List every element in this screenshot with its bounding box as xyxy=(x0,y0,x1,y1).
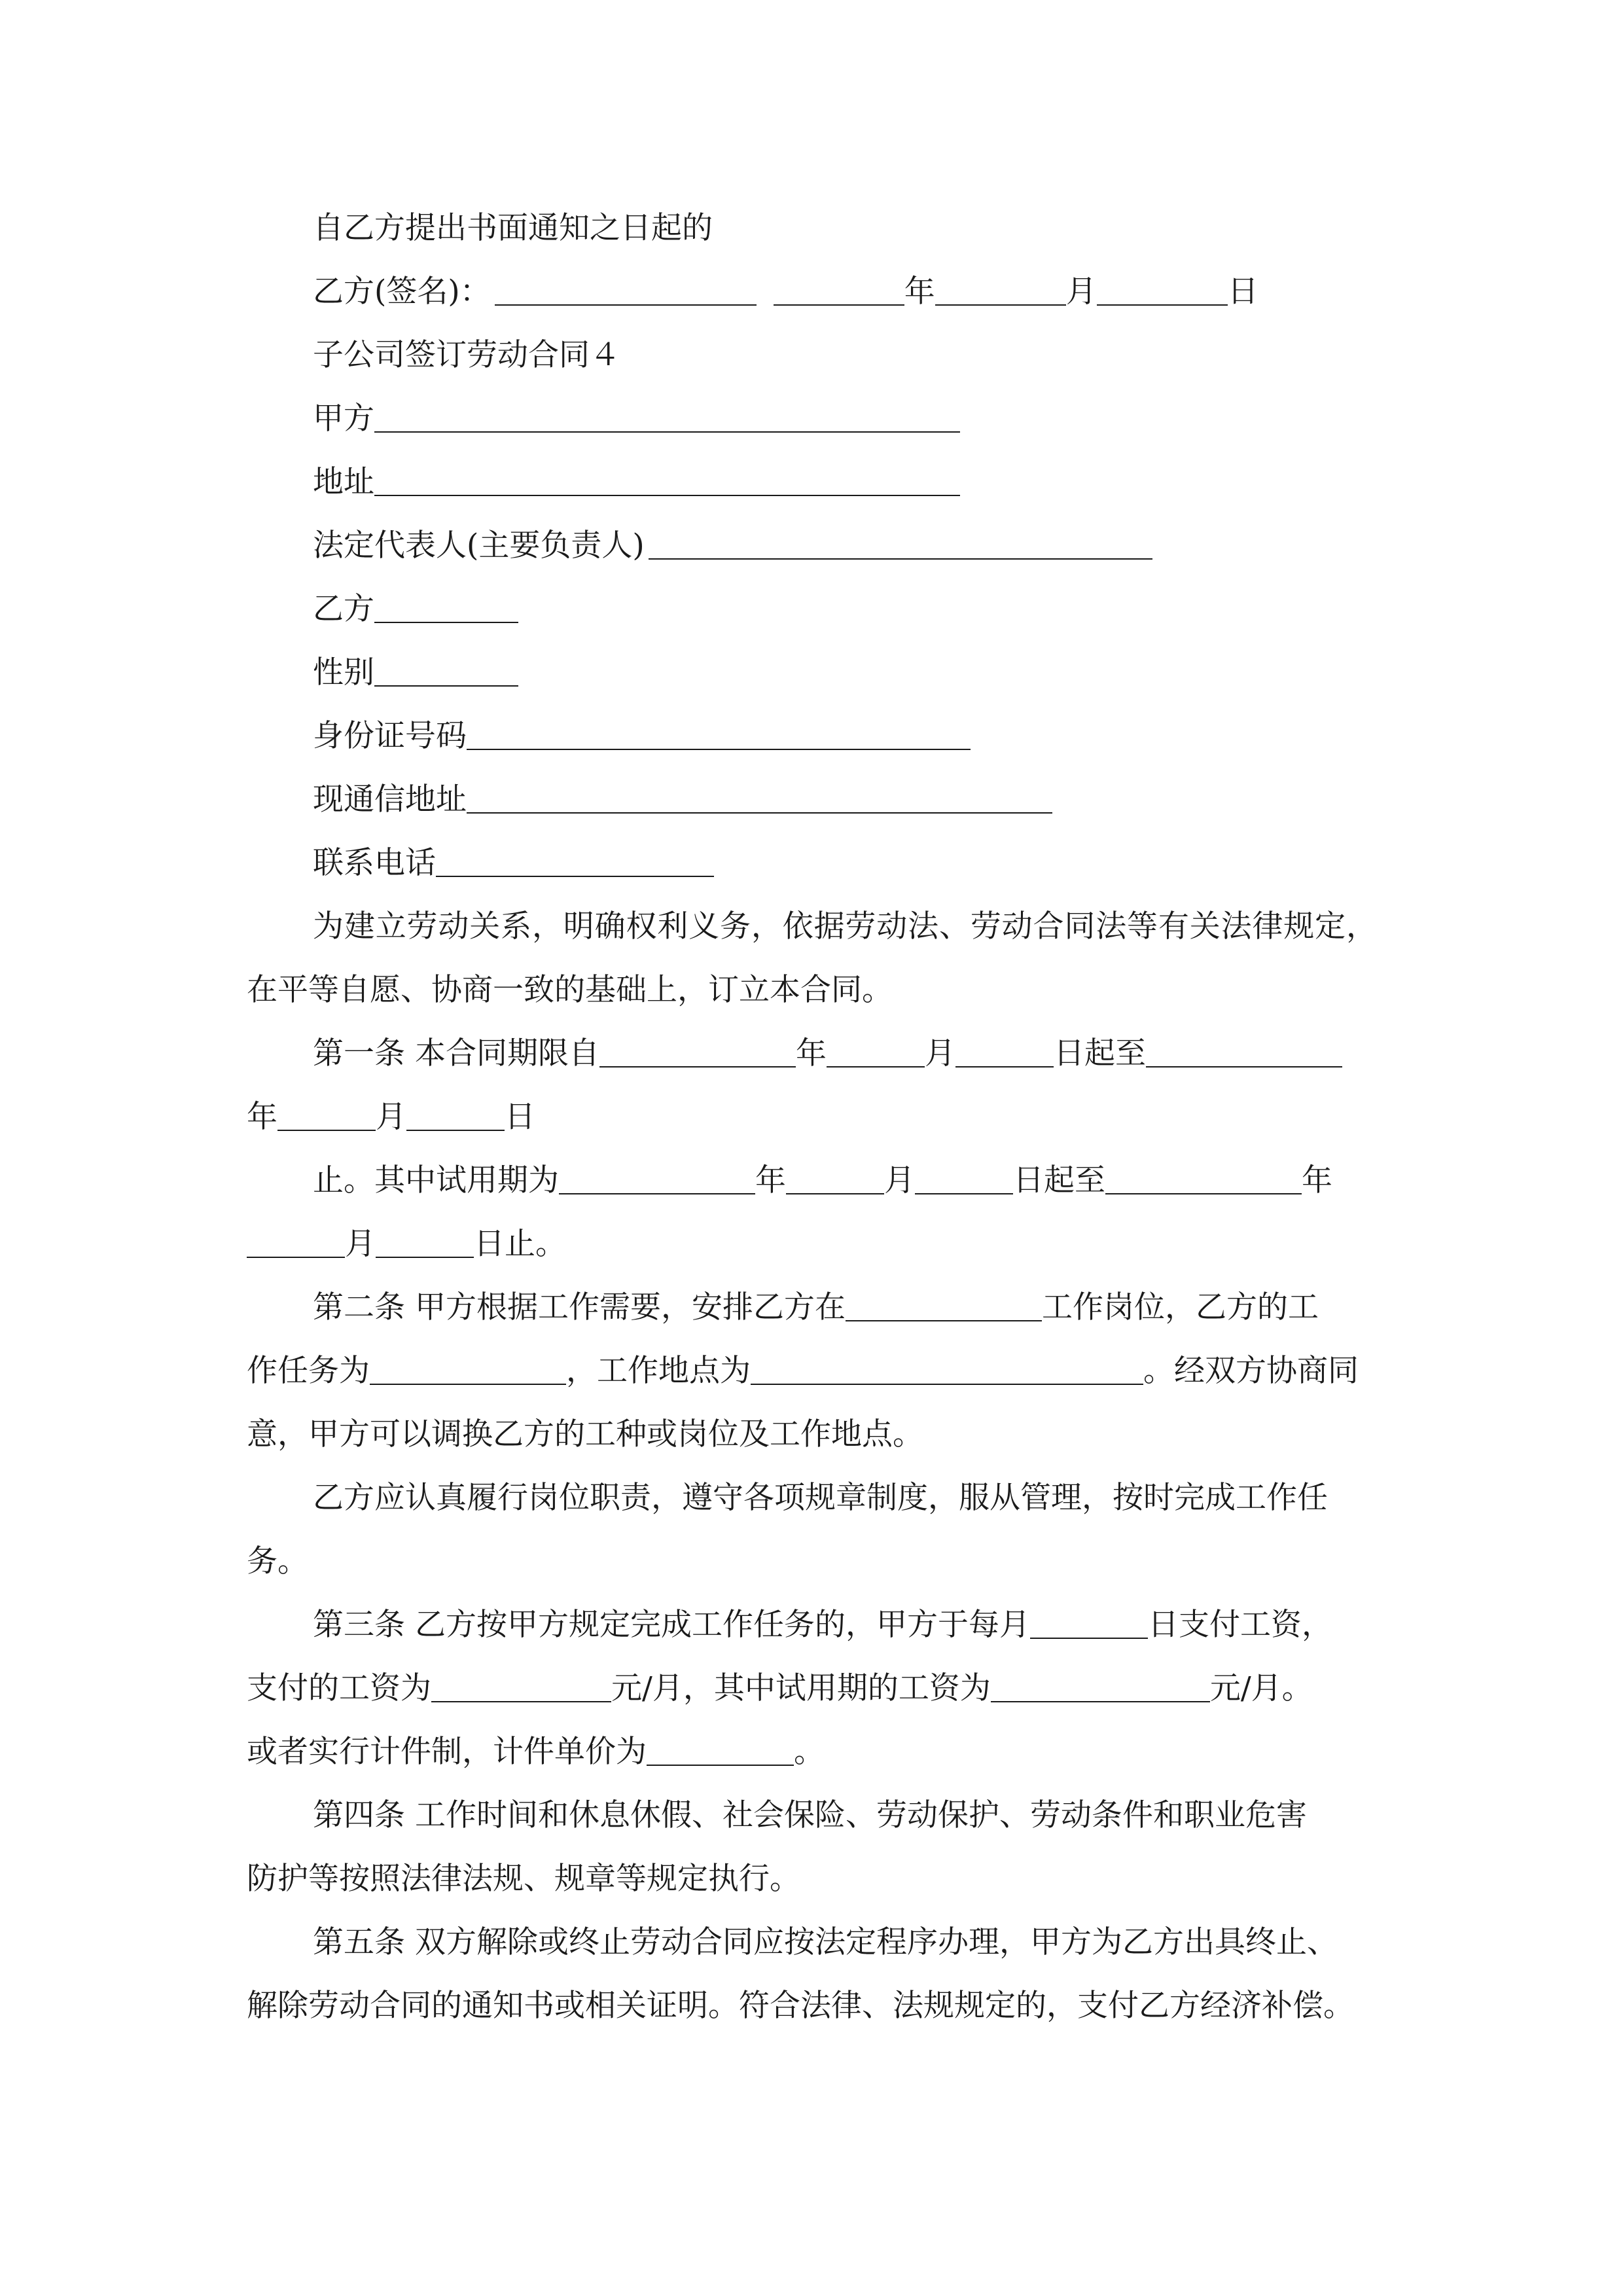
article-1-line xyxy=(313,1022,1342,1085)
text: 。 xyxy=(794,1734,825,1770)
text: 子公司签订劳动合同４ xyxy=(313,337,620,373)
field-line xyxy=(313,768,1052,831)
text: 解除劳动合同的通知书或相关证明。符合法律、法规规定的，支付乙方经济补偿。 xyxy=(247,1988,1354,2024)
text: 防护等按照法律法规、规章等规定执行。 xyxy=(247,1861,800,1897)
signature-line xyxy=(313,260,1258,323)
blank xyxy=(374,464,960,496)
article-2-line xyxy=(247,1403,923,1466)
paragraph-line xyxy=(247,895,1377,958)
text: 日支付工资， xyxy=(1147,1607,1332,1643)
blank xyxy=(1030,1607,1148,1639)
label: 地址 xyxy=(313,464,374,500)
article-1-line xyxy=(247,1085,535,1149)
blank xyxy=(915,1162,1013,1194)
blank xyxy=(935,274,1066,306)
text: 月 xyxy=(884,1162,915,1198)
text: 年 xyxy=(1302,1162,1332,1198)
blank xyxy=(559,1162,755,1194)
label: 日 xyxy=(1227,274,1258,310)
field-line xyxy=(313,641,518,704)
text: 作任务为 xyxy=(247,1353,370,1389)
article-3-line xyxy=(313,1593,1332,1657)
article-3-line xyxy=(247,1657,1313,1720)
label: 乙方 xyxy=(313,591,374,627)
text: 在平等自愿、协商一致的基础上，订立本合同。 xyxy=(247,972,893,1008)
text: 第三条 乙方按甲方规定完成工作任务的，甲方于每月 xyxy=(313,1607,1030,1643)
text: 第一条 本合同期限自 xyxy=(313,1035,599,1071)
text: 日起至 xyxy=(1053,1035,1146,1071)
blank xyxy=(247,1226,345,1258)
field-line xyxy=(313,704,971,768)
article-3-line xyxy=(247,1720,825,1784)
label: 年 xyxy=(904,274,935,310)
field-line xyxy=(313,450,960,514)
blank xyxy=(376,1226,474,1258)
field-line xyxy=(313,387,960,450)
text: 务。 xyxy=(247,1543,308,1579)
blank xyxy=(751,1353,1143,1385)
text: 为建立劳动关系，明确权利义务，依据劳动法、劳动合同法等有关法律规定， xyxy=(313,908,1377,944)
label: 现通信地址 xyxy=(313,781,467,817)
label: 月 xyxy=(1065,274,1097,310)
blank xyxy=(406,1099,505,1131)
text: 第二条 甲方根据工作需要，安排乙方在 xyxy=(313,1289,846,1325)
text: 月 xyxy=(924,1035,955,1071)
text: 年 xyxy=(795,1035,827,1071)
section-title xyxy=(313,323,620,387)
blank xyxy=(277,1099,376,1131)
label: 甲方 xyxy=(313,401,374,437)
blank xyxy=(1105,1162,1302,1194)
field-line xyxy=(313,831,714,895)
blank xyxy=(647,1734,794,1766)
text: 支付的工资为 xyxy=(247,1670,431,1706)
label: 法定代表人(主要负责人) xyxy=(313,528,645,564)
article-2-line xyxy=(313,1466,1328,1530)
text: 工作岗位，乙方的工 xyxy=(1041,1289,1319,1325)
article-2-line xyxy=(247,1339,1359,1403)
text: 日止。 xyxy=(474,1226,566,1262)
blank xyxy=(467,781,1052,814)
blank xyxy=(374,401,960,433)
blank xyxy=(374,591,518,623)
blank xyxy=(1146,1035,1342,1067)
text: 第五条 双方解除或终止劳动合同应按法定程序办理，甲方为乙方出具终止、 xyxy=(313,1924,1338,1960)
text: 元/月。 xyxy=(1209,1670,1313,1706)
text: 月 xyxy=(345,1226,376,1262)
label: 联系电话 xyxy=(313,845,436,881)
blank xyxy=(599,1035,796,1067)
blank xyxy=(1097,274,1228,306)
blank xyxy=(991,1670,1210,1702)
text: 自乙方提出书面通知之日起的 xyxy=(313,210,713,246)
text: 元/月，其中试用期的工资为 xyxy=(611,1670,991,1706)
blank xyxy=(955,1035,1054,1067)
article-2-line xyxy=(247,1530,308,1593)
text: 。经双方协商同 xyxy=(1143,1353,1359,1389)
article-5-line xyxy=(247,1974,1354,2037)
label: 性别 xyxy=(313,655,374,691)
blank xyxy=(370,1353,566,1385)
article-5-line xyxy=(313,1910,1338,1974)
text: 第四条 工作时间和休息休假、社会保险、劳动保护、劳动条件和职业危害 xyxy=(313,1797,1307,1833)
blank xyxy=(846,1289,1042,1321)
text: 日起至 xyxy=(1013,1162,1105,1198)
blank xyxy=(786,1162,884,1194)
label: 身份证号码 xyxy=(313,718,467,754)
blank xyxy=(827,1035,925,1067)
text: ，工作地点为 xyxy=(566,1353,751,1389)
blank xyxy=(649,528,1152,560)
text: 意，甲方可以调换乙方的工种或岗位及工作地点。 xyxy=(247,1416,923,1452)
text: 乙方应认真履行岗位职责，遵守各项规章制度，服从管理，按时完成工作任 xyxy=(313,1480,1328,1516)
text: 日 xyxy=(505,1099,535,1135)
article-1-line xyxy=(247,1212,566,1276)
field-line xyxy=(313,514,1152,577)
text: 月 xyxy=(376,1099,406,1135)
article-4-line xyxy=(313,1784,1307,1847)
text-line xyxy=(313,196,713,260)
paragraph-line xyxy=(247,958,893,1022)
blank xyxy=(374,655,518,687)
text: 或者实行计件制，计件单价为 xyxy=(247,1734,647,1770)
article-2-line xyxy=(313,1276,1319,1339)
blank xyxy=(436,845,714,877)
text: 年 xyxy=(755,1162,786,1198)
text: 止。其中试用期为 xyxy=(313,1162,559,1198)
blank xyxy=(431,1670,611,1702)
blank xyxy=(774,274,904,306)
blank xyxy=(467,718,971,750)
field-line xyxy=(313,577,518,641)
label: 乙方(签名)： xyxy=(313,274,491,310)
article-1-line xyxy=(313,1149,1332,1212)
article-4-line xyxy=(247,1847,800,1910)
text: 年 xyxy=(247,1099,277,1135)
blank xyxy=(495,274,757,306)
